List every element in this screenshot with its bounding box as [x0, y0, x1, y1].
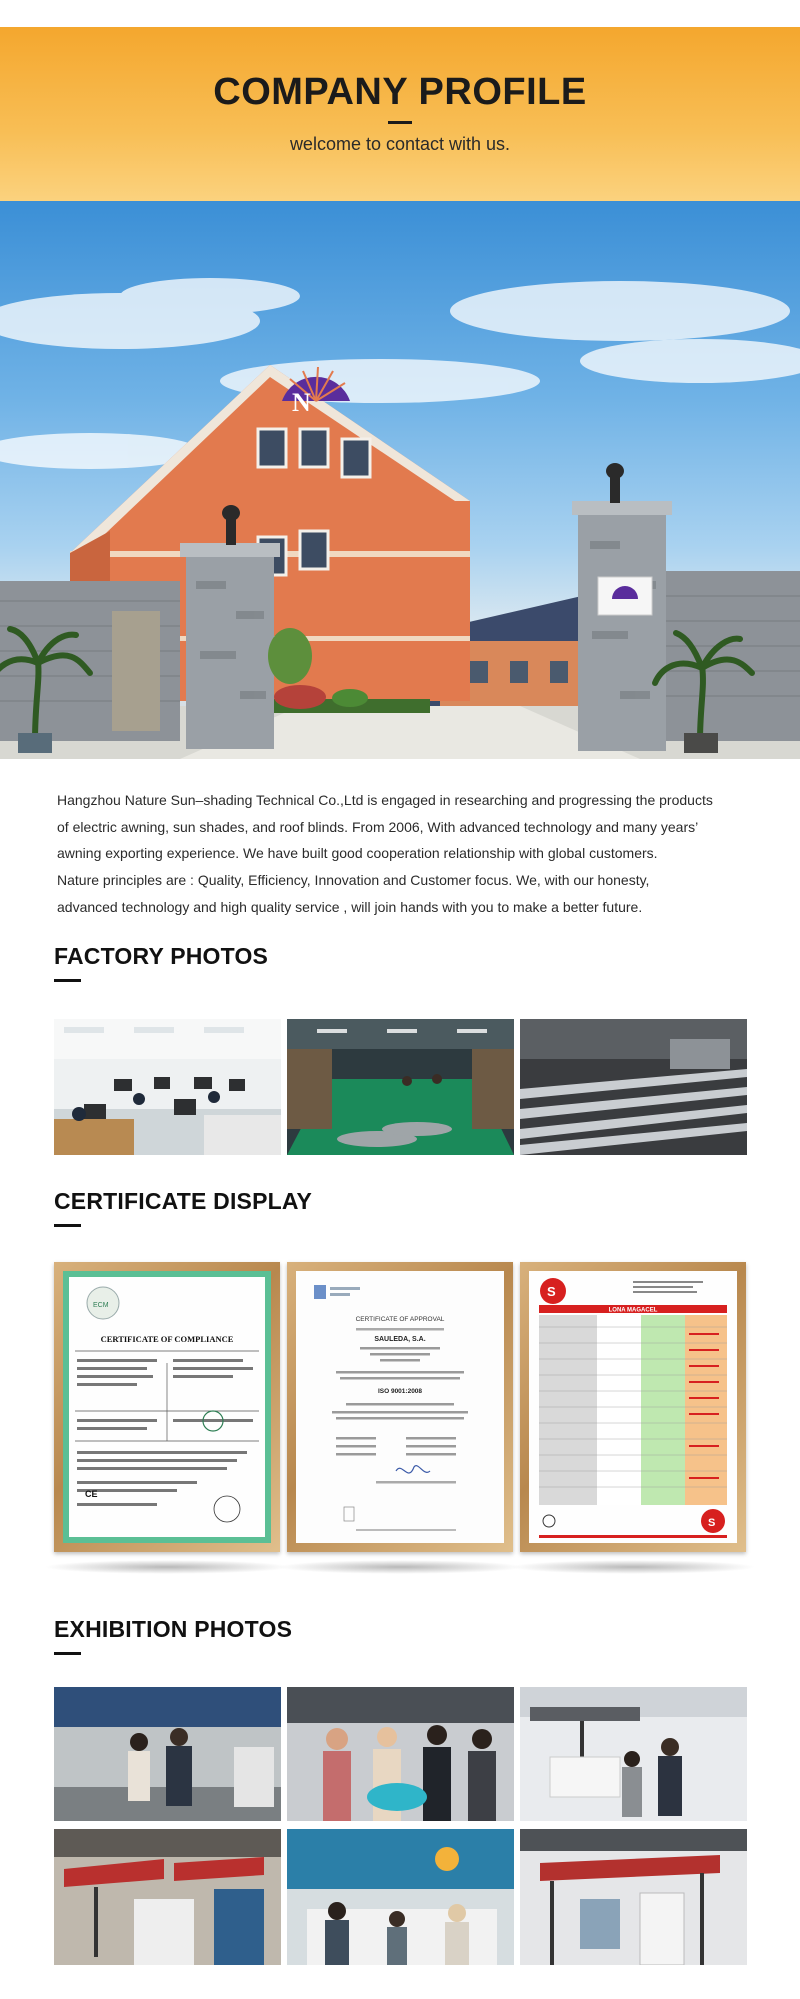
factory-photos-heading: FACTORY PHOTOS [54, 943, 269, 969]
exhibition-photo-1 [54, 1687, 281, 1821]
company-intro [57, 787, 747, 921]
svg-text:CE: CE [85, 1489, 98, 1499]
intro-line: Hangzhou Nature Sun–shading Technical Co.,Ltd is engaged in researching and progressing the products [57, 792, 713, 808]
exhibition-photo-3 [520, 1687, 747, 1821]
building-illustration [0, 201, 800, 759]
factory-photo-office [54, 1019, 281, 1155]
certificate-shadow [510, 1560, 756, 1574]
exhibition-photo-2 [287, 1687, 514, 1821]
certificate-approval-standard: ISO 9001:2008 [377, 1388, 423, 1395]
intro-line: Nature principles are : Quality, Efficiency, Innovation and Customer focus. We, with our honesty, [57, 872, 650, 889]
company-building-photo [0, 201, 800, 759]
intro-line: awning exporting experience. We have built good cooperation relationship with global customers. [57, 845, 658, 862]
certificate-approval-company: SAULEDA, S.A. [374, 1336, 426, 1343]
certificate-shadow [44, 1560, 290, 1574]
exhibition-photo-6 [520, 1829, 747, 1965]
exhibition-photo-4 [54, 1829, 281, 1965]
page-title: COMPANY PROFILE [213, 71, 587, 113]
certificate-compliance-title: CERTIFICATE OF COMPLIANCE [100, 1334, 234, 1344]
certificate-heading-underline [54, 1224, 81, 1227]
certificate-approval [287, 1262, 513, 1552]
intro-line: advanced technology and high quality service , will join hands with you to make a better future. [57, 898, 643, 915]
certificate-lona-title: LONA MAGACEL [608, 1307, 658, 1314]
top-spacer [0, 0, 800, 27]
exhibition-photo-5 [287, 1829, 514, 1965]
exhibition-heading-underline [54, 1652, 81, 1655]
certificate-approval-title: CERTIFICATE OF APPROVAL [355, 1316, 445, 1323]
exhibition-photos-heading: EXHIBITION PHOTOS [54, 1616, 293, 1642]
factory-heading-underline [54, 979, 81, 982]
certificate-shadow [277, 1560, 523, 1574]
svg-text:S: S [708, 1517, 716, 1529]
svg-text:N: N [292, 388, 311, 417]
factory-photo-workshop-floor [287, 1019, 514, 1155]
svg-text:ECM: ECM [93, 1302, 109, 1309]
header-banner [0, 27, 800, 201]
certificate-display-heading: CERTIFICATE DISPLAY [54, 1188, 313, 1214]
factory-photo-aluminum-profiles [520, 1019, 747, 1155]
certificate-compliance [54, 1262, 280, 1552]
svg-text:S: S [547, 1284, 556, 1299]
title-underline [388, 121, 412, 124]
certificate-lona-magacel [520, 1262, 746, 1552]
page-subtitle: welcome to contact with us. [289, 134, 511, 154]
intro-line: of electric awning, sun shades, and roof blinds. From 2006, With advanced technology and many years’ [57, 818, 699, 835]
